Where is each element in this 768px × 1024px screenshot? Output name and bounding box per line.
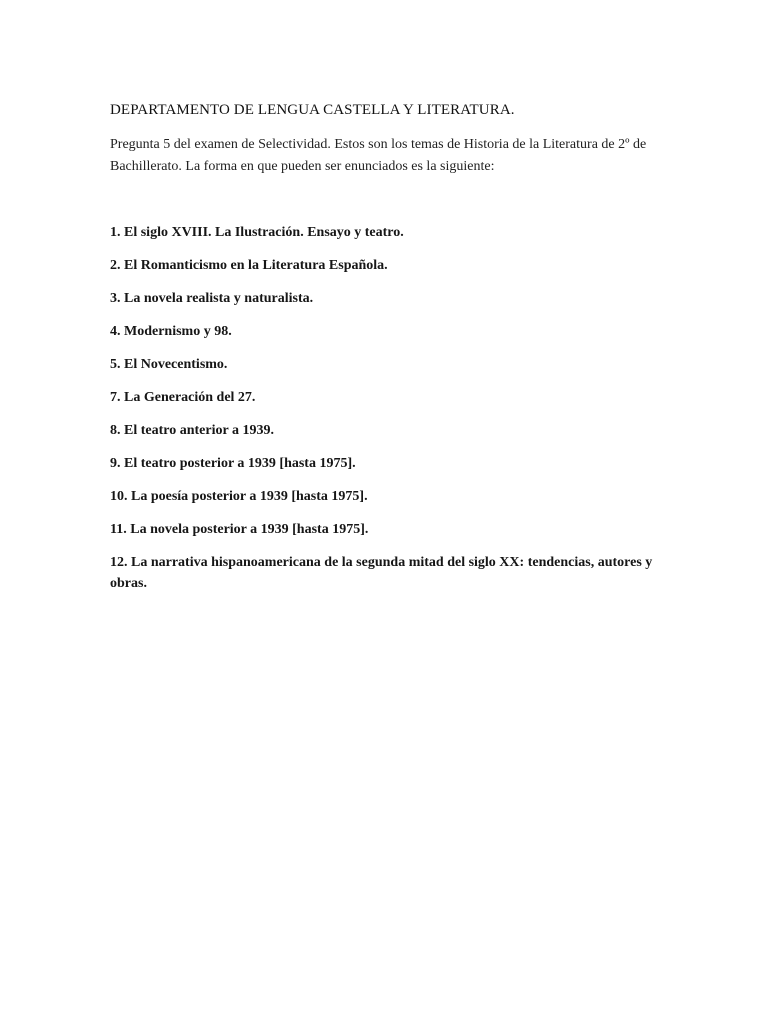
topic-item: 11. La novela posterior a 1939 [hasta 1975]. [110, 522, 369, 537]
topics-list [110, 222, 670, 594]
document-title: DEPARTAMENTO DE LENGUA CASTELLA Y LITERATURA. [110, 102, 515, 118]
document-page [110, 100, 670, 606]
topic-item: 9. El teatro posterior a 1939 [hasta 1975]. [110, 456, 356, 471]
topic-item: 12. La narrativa hispanoamericana de la segunda mitad del siglo XX: tendencias, autores y obras. [110, 555, 653, 591]
topic-item: 1. El siglo XVIII. La Ilustración. Ensayo y teatro. [110, 225, 404, 240]
topic-item: 3. La novela realista y naturalista. [110, 291, 314, 306]
topic-item: 8. El teatro anterior a 1939. [110, 423, 274, 438]
topic-item: 4. Modernismo y 98. [110, 324, 232, 339]
topic-item: 7. La Generación del 27. [110, 390, 256, 405]
intro-paragraph: Pregunta 5 del examen de Selectividad. Estos son los temas de Historia de la Literatura de 2º de Bachillerato. La forma en que pueden ser enunciados es la siguiente: [110, 137, 647, 174]
topic-item: 10. La poesía posterior a 1939 [hasta 1975]. [110, 489, 368, 504]
topic-item: 5. El Novecentismo. [110, 357, 228, 372]
topic-item: 2. El Romanticismo en la Literatura Española. [110, 258, 388, 273]
